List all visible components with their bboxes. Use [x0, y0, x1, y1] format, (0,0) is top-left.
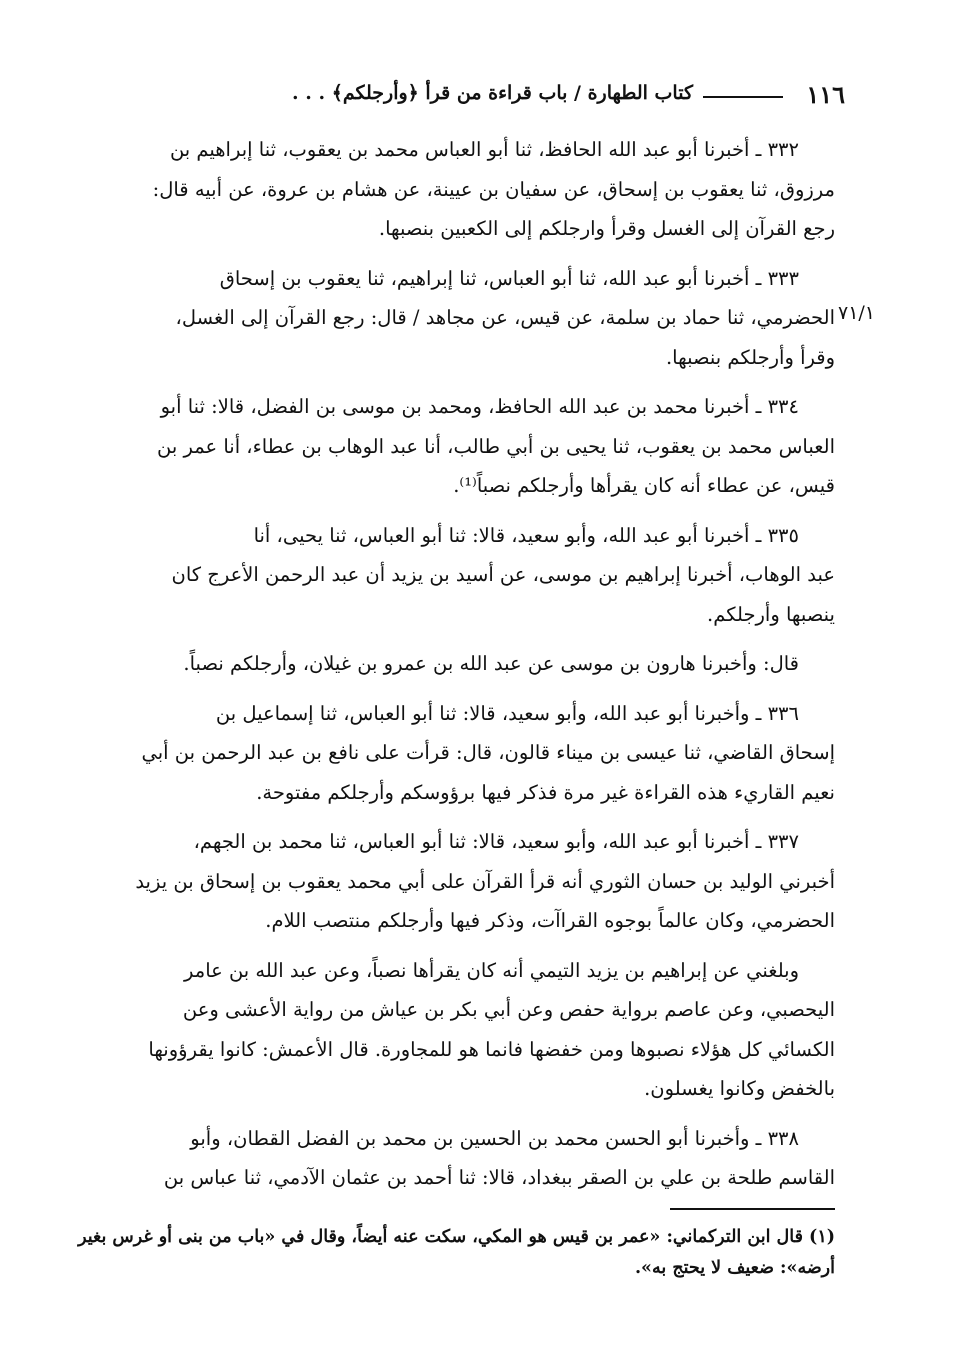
hadith-337 — [70, 822, 835, 941]
footnote-area — [70, 1222, 835, 1284]
text-line: وبلغني عن إبراهيم بن يزيد التيمي أنه كان يقرأها نصباً، وعن عبد الله بن عامر — [183, 958, 799, 982]
text-line: اليحصبي، وعن عاصم برواية حفص وعن أبي بكر بن عياش من رواية الأعشى وعن — [182, 998, 835, 1021]
text-line: وقرأ وأرجلكم بنصبها. — [665, 345, 835, 369]
page-number: ١١٦ — [806, 80, 845, 109]
hadith-332 — [70, 130, 835, 249]
text-line: إسحاق القاضي، ثنا عيسى بن ميناء قالون، قال: قرأت على نافع بن عبد الرحمن بن أبي — [141, 741, 835, 764]
text-line: ٣٣٢ ـ أخبرنا أبو عبد الله الحافظ، ثنا أبو العباس محمد بن يعقوب، ثنا إبراهيم بن — [169, 138, 799, 161]
main-text — [70, 130, 835, 1208]
text-line: الحضرمي، ثنا حماد بن سلمة، عن قيس، عن مجاهد / قال: رجع القرآن إلى الغسل، — [175, 306, 835, 329]
hadith-334 — [70, 387, 835, 506]
text-line: الحضرمي، وكان عالماً بوجوه القراآت، وذكر فيها وأرجلكم منتصب اللام. — [265, 909, 835, 932]
text-line: ٣٣٦ ـ وأخبرنا أبو عبد الله، وأبو سعيد، قالا: ثنا أبو العباس، ثنا إسماعيل بن — [215, 701, 799, 725]
hadith-333 — [70, 259, 835, 378]
text-line: ٣٣٣ ـ أخبرنا أبو عبد الله، ثنا أبو العباس، ثنا إبراهيم، ثنا يعقوب بن إسحاق — [219, 266, 799, 290]
commentary-paragraph — [70, 951, 835, 1109]
hadith-338 — [70, 1119, 835, 1198]
hadith-335 — [70, 516, 835, 635]
text-line: الكسائي كل هؤلاء نصبوها ومن خفضها فانما هو للمجاورة. قال الأعمش: كانوا يقرؤونها — [148, 1037, 835, 1061]
text-line: عبد الوهاب، أخبرنا إبراهيم بن موسى، عن أسيد بن يزيد أن عبد الرحمن الأعرج كان — [171, 563, 835, 586]
margin-reference: ٧١/١ — [838, 302, 876, 324]
text-line: مرزوق، ثنا يعقوب بن إسحاق، عن سفيان بن عيينة، عن هشام بن عروة، عن أبيه قال: — [152, 177, 835, 201]
text-line: ٣٣٤ ـ أخبرنا محمد بن عبد الله الحافظ، ومحمد بن موسى بن الفضل، قالا: ثنا أبو — [160, 395, 799, 418]
hadith-336 — [70, 694, 835, 813]
text-line: رجع القرآن إلى الغسل وقرأ وارجلكم إلى الكعبين بنصبها. — [378, 217, 835, 240]
text-line: ٣٣٥ ـ أخبرنا أبو عبد الله، وأبو سعيد، قالا: ثنا أبو العباس، ثنا يحيى، أنا — [253, 523, 799, 547]
hadith-335-addendum — [70, 644, 835, 684]
running-title: كتاب الطهارة / باب قراءة من قرأ ﴿وأرجلكم﴾ . . . — [292, 82, 693, 104]
running-header — [55, 80, 845, 114]
footnote-line: (١) قال ابن التركماني: «عمر بن قيس هو المكي، سكت عنه أيضاً، وقال في «باب من بنى أو غرس بغير — [78, 1227, 835, 1247]
text-line: قيس، عن عطاء أنه كان يقرأها وأرجلكم نصباً⁽¹⁾. — [453, 474, 835, 497]
text-line: قال: وأخبرنا هارون بن موسى عن عبد الله بن عمرو بن غيلان، وأرجلكم نصباً. — [183, 652, 799, 675]
header-rule — [703, 96, 783, 98]
text-line: نعيم القاريء هذه القراءة غير مرة فذكر فيها برؤوسكم وأرجلكم مفتوحة. — [256, 780, 835, 804]
text-line: بالخفض وكانوا يغسلون. — [644, 1077, 835, 1100]
text-line: ٣٣٨ ـ وأخبرنا أبو الحسن محمد بن الحسين بن محمد بن الفضل القطان، وأبو — [190, 1126, 799, 1150]
text-line: أخبرني الوليد بن حسان الثوري أنه قرأ القرآن على أبي محمد يعقوب بن إسحاق بن يزيد — [135, 869, 835, 893]
footnote-line: أرضه»: ضعيف لا يحتج به». — [634, 1258, 835, 1278]
text-line: العباس محمد بن يعقوب، ثنا يحيى بن أبي طالب، أنا عبد الوهاب بن عطاء، أنا عمر بن — [156, 434, 835, 458]
text-line: ينصبها وأرجلكم. — [707, 602, 835, 626]
text-line: القاسم طلحة بن علي بن الصقر ببغداد، قالا: ثنا أحمد بن عثمان الآدمي، ثنا عباس بن — [163, 1166, 835, 1189]
footnote-separator — [670, 1208, 835, 1210]
text-line: ٣٣٧ ـ أخبرنا أبو عبد الله، وأبو سعيد، قالا: ثنا أبو العباس، ثنا محمد بن الجهم، — [193, 830, 799, 853]
